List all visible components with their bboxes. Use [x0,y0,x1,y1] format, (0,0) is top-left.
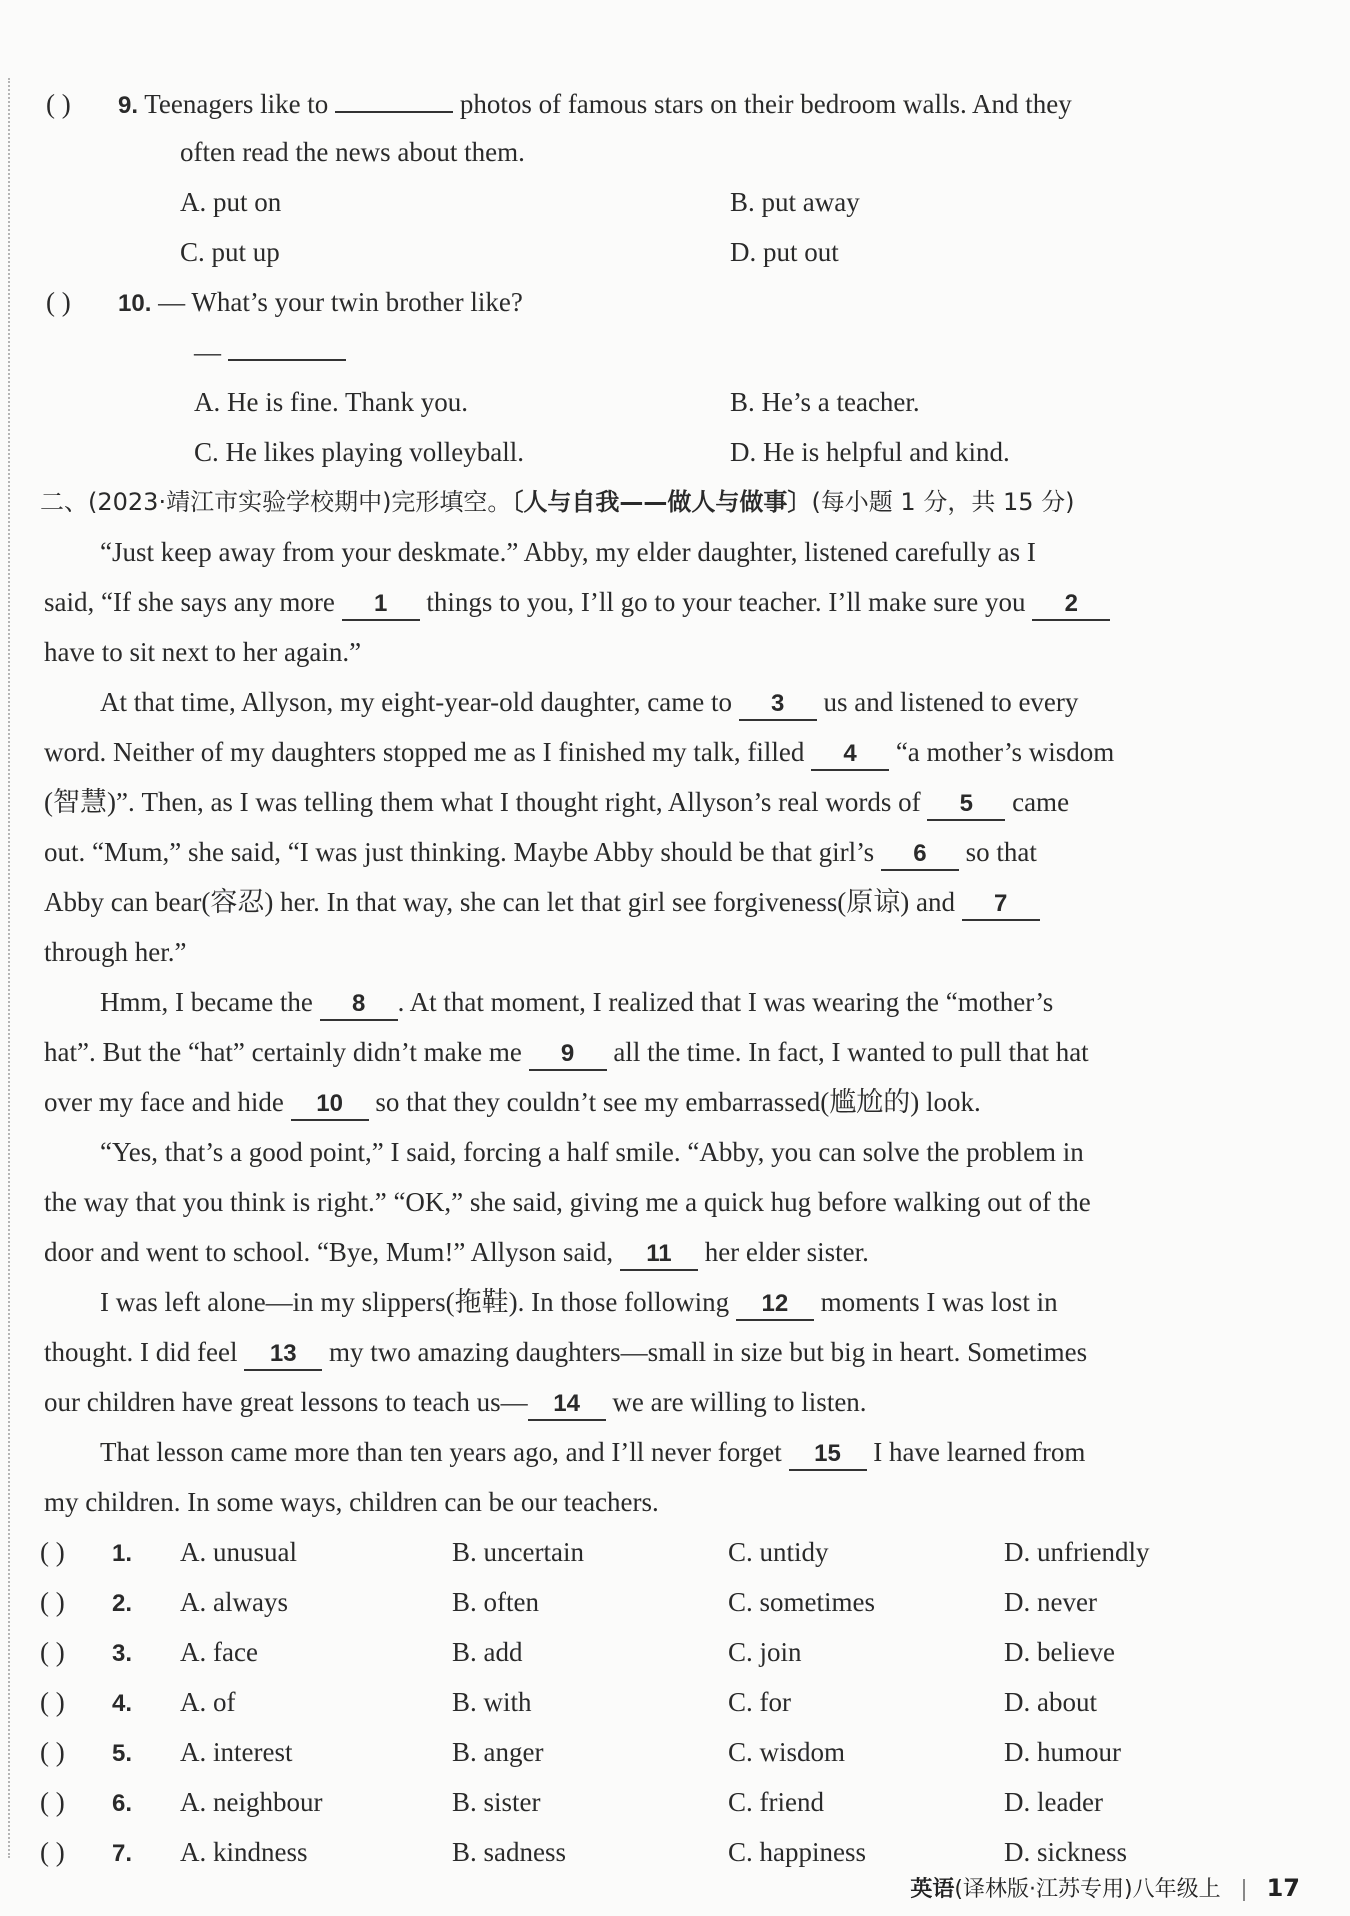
option-b: B. uncertain [452,1537,584,1567]
question-number: 5. [112,1740,133,1767]
answer-paren[interactable]: ( ) [40,1737,65,1767]
mc-row [40,1834,132,1872]
option-c: C. for [728,1687,791,1717]
passage-line [100,1284,1058,1321]
passage-text: (智慧)”. Then, as I was telling them what I thought right, Allyson’s real words of [44,787,928,817]
passage-line [44,1384,867,1421]
question-text: photos of famous stars on their bedroom walls. And they [453,89,1072,119]
passage-text: our children have great lessons to teach us— [44,1387,528,1417]
margin-rule [8,78,10,1858]
cloze-blank-15[interactable]: 15 [789,1439,867,1471]
option-a: A. always [180,1587,288,1617]
footer-subject: 英语 [910,1877,955,1902]
option-c: C. put up [180,237,280,267]
cloze-blank-14[interactable]: 14 [528,1389,606,1421]
passage-text: word. Neither of my daughters stopped me as I finished my talk, filled [44,737,812,767]
passage-text: I have learned from [866,1437,1086,1467]
passage-text: Hmm, I became the [100,987,320,1017]
option-d: D. put out [730,237,839,267]
passage-text: we are willing to listen. [605,1387,867,1417]
cloze-blank-10[interactable]: 10 [291,1089,369,1121]
passage-line: the way that you think is right.” “OK,” she said, giving me a quick hug before walking out of the [44,1187,1091,1217]
passage-text: out. “Mum,” she said, “I was just thinking. Maybe Abby should be that girl’s [44,837,881,867]
passage-line: “Just keep away from your deskmate.” Abby, my elder daughter, listened carefully as I [100,537,1036,567]
passage-text: At that time, Allyson, my eight-year-old daughter, came to [100,687,739,717]
option-d: D. about [1004,1687,1097,1717]
question-number: 3. [112,1640,133,1667]
option-b: B. add [452,1637,523,1667]
page-footer [910,1872,1300,1903]
cloze-blank-11[interactable]: 11 [620,1239,698,1271]
passage-text: over my face and hide [44,1087,291,1117]
option-d: D. leader [1004,1787,1103,1817]
passage-line [44,584,1110,621]
option-a: A. He is fine. Thank you. [194,387,468,417]
cloze-blank-8[interactable]: 8 [320,989,398,1021]
passage-line: have to sit next to her again.” [44,637,362,667]
option-b: B. anger [452,1737,544,1767]
passage-text: said, “If she says any more [44,587,342,617]
option-b: B. with [452,1687,532,1717]
answer-paren[interactable]: ( ) [40,1787,65,1817]
passage-text: came [1005,787,1070,817]
option-d: D. humour [1004,1737,1121,1767]
answer-paren[interactable]: ( ) [40,1687,65,1717]
mc-row [40,1784,132,1822]
option-c: C. untidy [728,1537,829,1567]
cloze-blank-9[interactable]: 9 [529,1039,607,1071]
question-10 [46,284,523,322]
passage-line [44,1234,869,1271]
question-9 [46,86,1072,124]
cloze-blank-1[interactable]: 1 [342,589,420,621]
reply-dash: — [194,337,228,367]
option-d: D. believe [1004,1637,1115,1667]
answer-paren[interactable]: ( ) [46,287,71,317]
answer-paren[interactable]: ( ) [40,1587,65,1617]
passage-line [44,884,1040,921]
section-prefix: 二、(2023·靖江市实验学校期中)完形填空。 [40,488,512,516]
mc-row [40,1534,132,1572]
answer-blank[interactable] [335,87,453,113]
option-d: D. never [1004,1587,1097,1617]
passage-line: through her.” [44,937,187,967]
passage-text: so that [958,837,1037,867]
cloze-blank-5[interactable]: 5 [927,789,1005,821]
passage-text: Abby can bear(容忍) her. In that way, she can let that girl see forgiveness(原谅) and [44,887,962,917]
question-number: 7. [112,1840,133,1867]
option-d: D. unfriendly [1004,1537,1150,1567]
passage-text: I was left alone—in my slippers(拖鞋). In those following [100,1287,736,1317]
cloze-blank-2[interactable]: 2 [1032,589,1110,621]
option-c: C. join [728,1637,802,1667]
passage-line [44,1034,1089,1071]
passage-line [44,1084,981,1121]
passage-line [100,984,1053,1021]
passage-line [44,1334,1087,1371]
passage-text: my two amazing daughters—small in size but big in heart. Sometimes [322,1337,1088,1367]
footer-edition: (译林版·江苏专用)八年级上 [954,1877,1221,1902]
option-a: A. kindness [180,1837,308,1867]
option-c: C. He likes playing volleyball. [194,437,524,467]
option-a: A. unusual [180,1537,297,1567]
section-score: (每小题 1 分，共 15 分) [811,488,1075,516]
passage-line [44,734,1114,771]
answer-blank[interactable] [228,335,346,361]
passage-line: “Yes, that’s a good point,” I said, forcing a half smile. “Abby, you can solve the problem in [100,1137,1084,1167]
question-number: 6. [112,1790,133,1817]
mc-row [40,1684,132,1722]
option-a: A. of [180,1687,236,1717]
option-a: A. put on [180,187,282,217]
question-number: 10. [118,290,152,317]
question-number: 2. [112,1590,133,1617]
section-heading [40,484,1075,520]
question-number: 9. [118,92,139,119]
passage-line: my children. In some ways, children can be our teachers. [44,1487,659,1517]
option-b: B. put away [730,187,860,217]
passage-text: thought. I did feel [44,1337,245,1367]
answer-paren[interactable]: ( ) [46,89,71,119]
question-9-cont: often read the news about them. [180,137,525,167]
cloze-blank-12[interactable]: 12 [736,1289,814,1321]
question-text: — What’s your twin brother like? [158,287,523,317]
option-d: D. He is helpful and kind. [730,437,1010,467]
answer-paren[interactable]: ( ) [40,1537,65,1567]
passage-text: so that they couldn’t see my embarrassed(尴尬的) look. [368,1087,981,1117]
passage-text: her elder sister. [697,1237,869,1267]
option-b: B. sadness [452,1837,566,1867]
passage-line [44,834,1037,871]
option-a: A. neighbour [180,1787,323,1817]
question-text: Teenagers like to [144,89,336,119]
question-number: 4. [112,1690,133,1717]
footer-divider [1243,1879,1245,1901]
option-b: B. sister [452,1787,541,1817]
option-c: C. friend [728,1787,824,1817]
question-number: 1. [112,1540,133,1567]
passage-text: That lesson came more than ten years ago, and I’ll never forget [100,1437,789,1467]
cloze-blank-13[interactable]: 13 [244,1339,322,1371]
passage-text: . At that moment, I realized that I was wearing the “mother’s [397,987,1054,1017]
cloze-blank-6[interactable]: 6 [881,839,959,871]
page-number: 17 [1266,1874,1300,1902]
passage-text: “a mother’s wisdom [889,737,1115,767]
passage-text: moments I was lost in [813,1287,1058,1317]
option-b: B. often [452,1587,539,1617]
passage-text: things to you, I’ll go to your teacher. I’ll make sure you [419,587,1033,617]
passage-text: us and listened to every [816,687,1079,717]
passage-text: all the time. In fact, I wanted to pull that hat [606,1037,1089,1067]
cloze-blank-4[interactable]: 4 [811,739,889,771]
passage-line [100,1434,1085,1471]
passage-line [100,684,1078,721]
mc-row [40,1734,132,1772]
passage-line [44,784,1069,821]
passage-text: door and went to school. “Bye, Mum!” Allyson said, [44,1237,620,1267]
question-10-reply [194,334,346,370]
option-d: D. sickness [1004,1837,1127,1867]
answer-paren[interactable]: ( ) [40,1637,65,1667]
option-a: A. face [180,1637,258,1667]
section-theme: 〔人与自我——做人与做事〕 [511,488,812,516]
option-c: C. wisdom [728,1737,846,1767]
cloze-blank-3[interactable]: 3 [739,689,817,721]
option-a: A. interest [180,1737,293,1767]
option-b: B. He’s a teacher. [730,387,920,417]
cloze-blank-7[interactable]: 7 [962,889,1040,921]
option-c: C. sometimes [728,1587,875,1617]
option-c: C. happiness [728,1837,866,1867]
passage-text: hat”. But the “hat” certainly didn’t make me [44,1037,529,1067]
mc-row [40,1634,132,1672]
mc-row [40,1584,132,1622]
answer-paren[interactable]: ( ) [40,1837,65,1867]
